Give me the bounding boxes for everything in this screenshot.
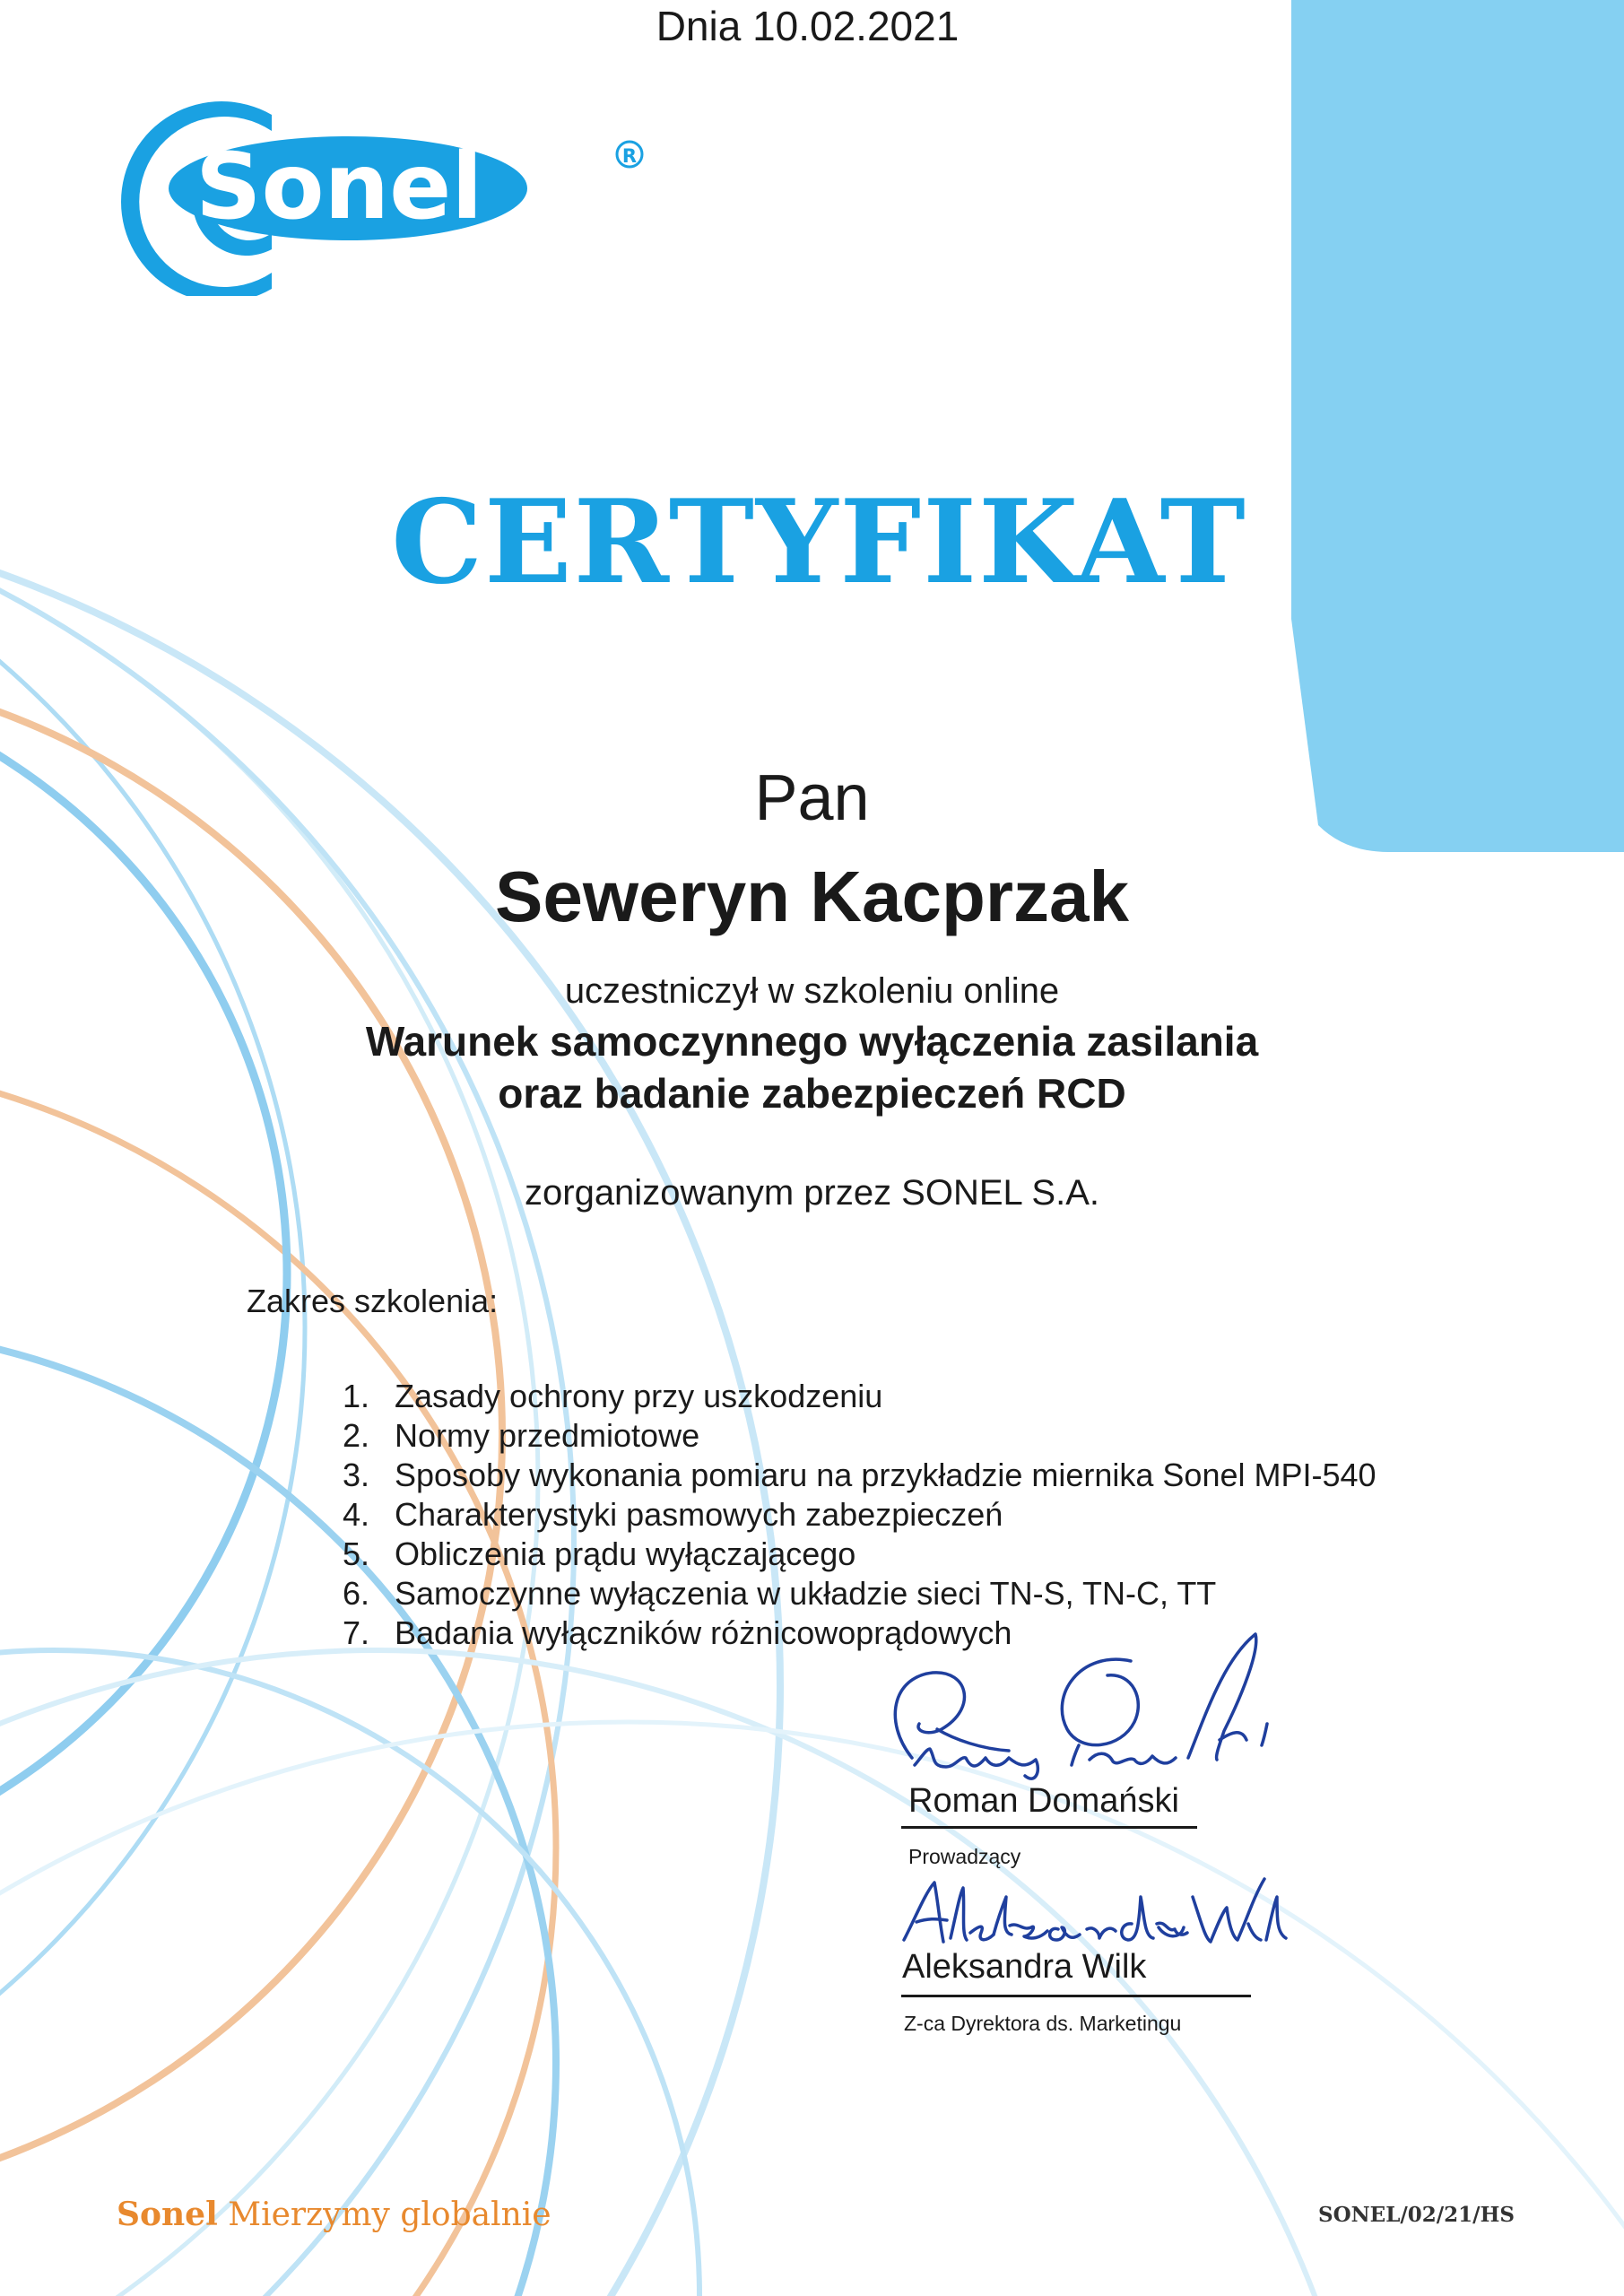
list-number: 4.: [343, 1496, 370, 1533]
decor-arc: [0, 448, 305, 2206]
signature-line: [901, 1826, 1197, 1829]
list-item-text: Sposoby wykonania pomiaru na przykładzie miernika Sonel MPI-540: [395, 1457, 1376, 1493]
signature-line: [901, 1995, 1251, 1997]
course-title-line-1: Warunek samoczynnego wyłączenia zasilania: [365, 1018, 1259, 1065]
list-item: [341, 1416, 1376, 1456]
certificate-title: CERTYFIKAT: [391, 475, 1247, 610]
sonel-logo: [115, 90, 671, 296]
corner-blue-shape: [1291, 0, 1624, 852]
participation-text: uczestniczył w szkoleniu online: [564, 971, 1060, 1011]
salutation: Pan: [754, 762, 870, 834]
footer-slogan: Mierzymy globalnie: [228, 2196, 551, 2233]
logo-wordmark: Sonel: [195, 134, 483, 240]
signature-roman-domanski: [865, 1623, 1296, 1780]
signer-name: Roman Domański: [908, 1782, 1179, 1820]
list-item-text: Samoczynne wyłączenia w układzie sieci TN-S, TN-C, TT: [395, 1575, 1217, 1612]
signer-name: Aleksandra Wilk: [902, 1948, 1147, 1986]
organizer-text: zorganizowanym przez SONEL S.A.: [525, 1173, 1099, 1213]
list-item: [341, 1456, 1376, 1495]
footer-brand-name: Sonel: [117, 2196, 218, 2233]
document-code: SONEL/02/21/HS: [1318, 2203, 1515, 2227]
course-title-line-2: oraz badanie zabezpieczeń RCD: [498, 1070, 1126, 1117]
scope-list: [341, 1377, 1376, 1653]
footer-brand: [117, 2194, 551, 2236]
list-number: 2.: [343, 1417, 370, 1454]
list-item-text: Charakterystyki pasmowych zabezpieczeń: [395, 1496, 1003, 1533]
list-item: [341, 1535, 1376, 1574]
list-item: [341, 1574, 1376, 1613]
list-number: 7.: [343, 1614, 370, 1651]
list-number: 3.: [343, 1457, 370, 1493]
list-number: 1.: [343, 1378, 370, 1414]
recipient-name: Seweryn Kacprzak: [494, 857, 1130, 936]
decor-arc: [0, 1058, 556, 2296]
list-item-text: Normy przedmiotowe: [395, 1417, 700, 1454]
training-date: Dnia 10.02.2021: [656, 3, 960, 49]
scope-label: Zakres szkolenia:: [247, 1283, 499, 1319]
list-number: 5.: [343, 1535, 370, 1572]
list-item-text: Badania wyłączników różnicowoprądowych: [395, 1614, 1012, 1651]
list-item-text: Zasady ochrony przy uszkodzeniu: [395, 1378, 883, 1414]
list-number: 6.: [343, 1575, 370, 1612]
signer-role: Z-ca Dyrektora ds. Marketingu: [904, 2012, 1182, 2035]
registered-mark: R: [621, 145, 638, 167]
list-item: [341, 1377, 1376, 1416]
list-item: [341, 1495, 1376, 1535]
signer-role: Prowadzący: [908, 1845, 1021, 1868]
list-item-text: Obliczenia prądu wyłączającego: [395, 1535, 856, 1572]
decor-arc: [0, 664, 287, 1883]
